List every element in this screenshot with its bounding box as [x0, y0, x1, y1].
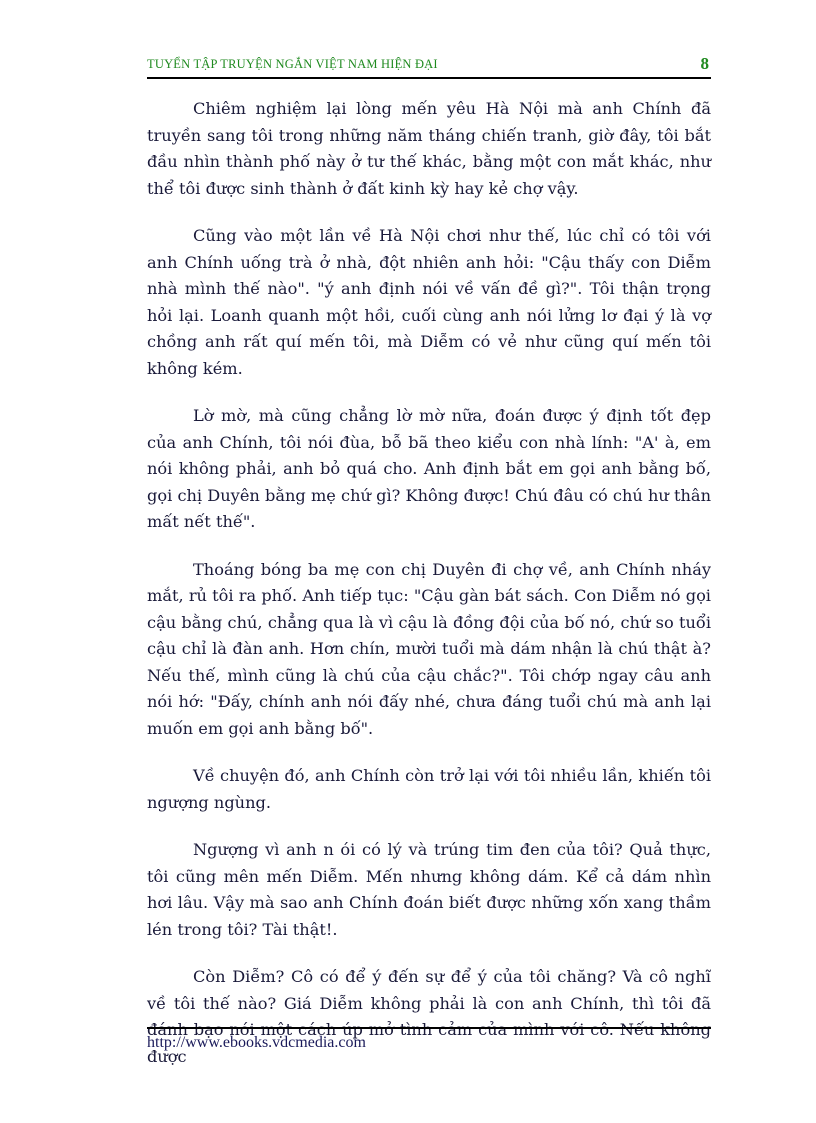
paragraph: Ngượng vì anh n ói có lý và trúng tim đen của tôi? Quả thực, tôi cũng mên mến Diễm. Mến nhưng không dám. Kể cả dám nhìn hơi lâu. Vậy mà sao anh Chính đoán biết được những xốn xang thầm lén trong tôi? Tài thật!. — [147, 840, 711, 939]
paragraph: Lờ mờ, mà cũng chẳng lờ mờ nữa, đoán được ý định tốt đẹp của anh Chính, tôi nói đùa, bỗ bã theo kiểu con nhà lính: "A' à, em nói không phải, anh bỏ quá cho. Anh định bắt em gọi anh bằng bố, gọi chị Duyên bằng mẹ chứ gì? Không được! Chú đâu có chú hư thân mất nết thế". — [147, 406, 711, 531]
paragraph: Còn Diễm? Cô có để ý đến sự để ý của tôi chăng? Và cô nghĩ về tôi thế nào? Giá Diễm không phải là con anh Chính, thì tôi đã đánh bạo nói một cách úp mở tình cảm của mình với cô. Nếu không được — [147, 967, 711, 1066]
paragraph: Cũng vào một lần về Hà Nội chơi như thế, lúc chỉ có tôi với anh Chính uống trà ở nhà, đột nhiên anh hỏi: "Cậu thấy con Diễm nhà mình thế nào". "ý anh định nói về vấn đề gì?". Tôi thận trọng hỏi lại. Loanh quanh một hồi, cuối cùng anh nói lửng lơ đại ý là vợ chồng anh rất quí mến tôi, mà Diễm có vẻ như cũng quí mến tôi không kém. — [147, 226, 711, 378]
page-header — [147, 44, 711, 79]
paragraph: Về chuyện đó, anh Chính còn trở lại với tôi nhiều lần, khiến tôi ngượng ngùng. — [147, 766, 711, 812]
footer-url-link[interactable]: http://www.ebooks.vdcmedia.com — [147, 1034, 366, 1051]
paragraph: Chiêm nghiệm lại lòng mến yêu Hà Nội mà anh Chính đã truyền sang tôi trong những năm tháng chiến tranh, giờ đây, tôi bắt đầu nhìn thành phố này ở tư thế khác, bằng một con mắt khác, như thể tôi được sinh thành ở đất kinh kỳ hay kẻ chợ vậy. — [147, 99, 711, 198]
book-title: TUYỂN TẬP TRUYỆN NGẮN VIỆT NAM HIỆN ĐẠI — [147, 57, 438, 71]
story-body — [147, 96, 711, 1091]
paragraph: Thoáng bóng ba mẹ con chị Duyên đi chợ về, anh Chính nháy mắt, rủ tôi ra phố. Anh tiếp tục: "Cậu gàn bát sách. Con Diễm nó gọi cậu bằng chú, chẳng qua là vì cậu là đồng đội của bố nó, chứ so tuổi cậu chỉ là đàn anh. Hơn chín, mười tuổi mà dám nhận là chú thật à? Nếu thế, mình cũng là chú của cậu chắc?". Tôi chớp ngay câu anh nói hớ: "Đấy, chính anh nói đấy nhé, chưa đáng tuổi chú mà anh lại muốn em gọi anh bằng bố". — [147, 559, 711, 738]
page-number: 8 — [700, 54, 709, 73]
footer-divider — [147, 1027, 711, 1029]
